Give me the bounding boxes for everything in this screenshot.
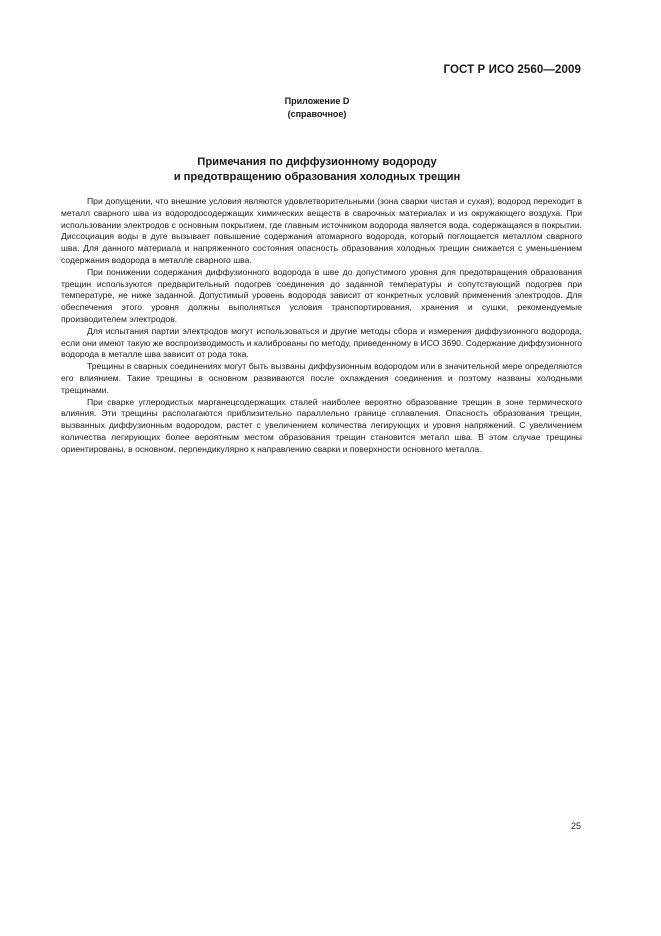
document-code: ГОСТ Р ИСО 2560—2009 <box>443 64 581 76</box>
section-title-line-2: и предотвращению образования холодных трещин <box>173 171 461 183</box>
paragraph-1: При допущении, что внешние условия являются удовлетворительными (зона сварки чистая и сухая), водород переходит в металл сварного шва из водородосодержащих химических веществ в сварочных материалах и из окружающего воздуха. При использовании электродов с основным покрытием, где главным источником водорода является вода, содержащаяся в покрытии. Диссоциация воды в дуге вызывает повышение содержания атомарного водорода, который поглощается металлом сварного шва. Для данного материала и напряженного состояния опасность образования холодных трещин снижается с уменьшением содержания водорода в металле сварного шва. <box>61 196 582 265</box>
body-text <box>61 196 582 456</box>
paragraph-5: При сварке углеродистых марганецсодержащих сталей наиболее вероятно образование трещин в зоне термического влияния. Эти трещины располагаются приблизительно параллельно границе сплавления. Опасность образования трещин, вызванных диффузионным водородом, растет с увеличением количества легирующих и уровня напряжений. С увеличением количества легирующих более вероятным местом образования трещин становится металл шва. В этом случае трещины ориентированы, в основном, перпендикулярно к направлению сварки и поверхности основного металла. <box>61 396 582 454</box>
section-title-line-1: Примечания по диффузионному водороду <box>197 156 437 168</box>
paragraph-2: При понижении содержания диффузионного водорода в шве до допустимого уровня для предотвращения образования трещин используются предварительный подогрев соединения до заданной температуры и сопутствующий подогрев при температуре, не ниже заданной. Допустимый уровень водорода зависит от конкретных условий применения электродов. Для обеспечения этого уровня должны выполняться условия транспортирования, хранения и сушки, рекомендуемые производителем электродов. <box>61 266 582 324</box>
appendix-heading <box>0 95 634 121</box>
appendix-note: (справочное) <box>287 109 347 119</box>
paragraph-4: Трещины в сварных соединениях могут быть вызваны диффузионным водородом или в значительной мере определяются его влиянием. Такие трещины в основном развиваются после охлаждения соединения и поэтому названы холодными трещинами. <box>61 361 582 395</box>
appendix-label: Приложение D <box>284 96 350 106</box>
section-title <box>0 155 634 185</box>
paragraph-3: Для испытания партии электродов могут использоваться и другие методы сбора и измерения диффузионного водорода, если они имеют такую же воспроизводимость и калиброваны по методу, приведенному в ИСО 3690. Содержание диффузионного водорода в металле шва зависит от рода тока. <box>61 325 582 360</box>
page-number: 25 <box>570 821 581 831</box>
